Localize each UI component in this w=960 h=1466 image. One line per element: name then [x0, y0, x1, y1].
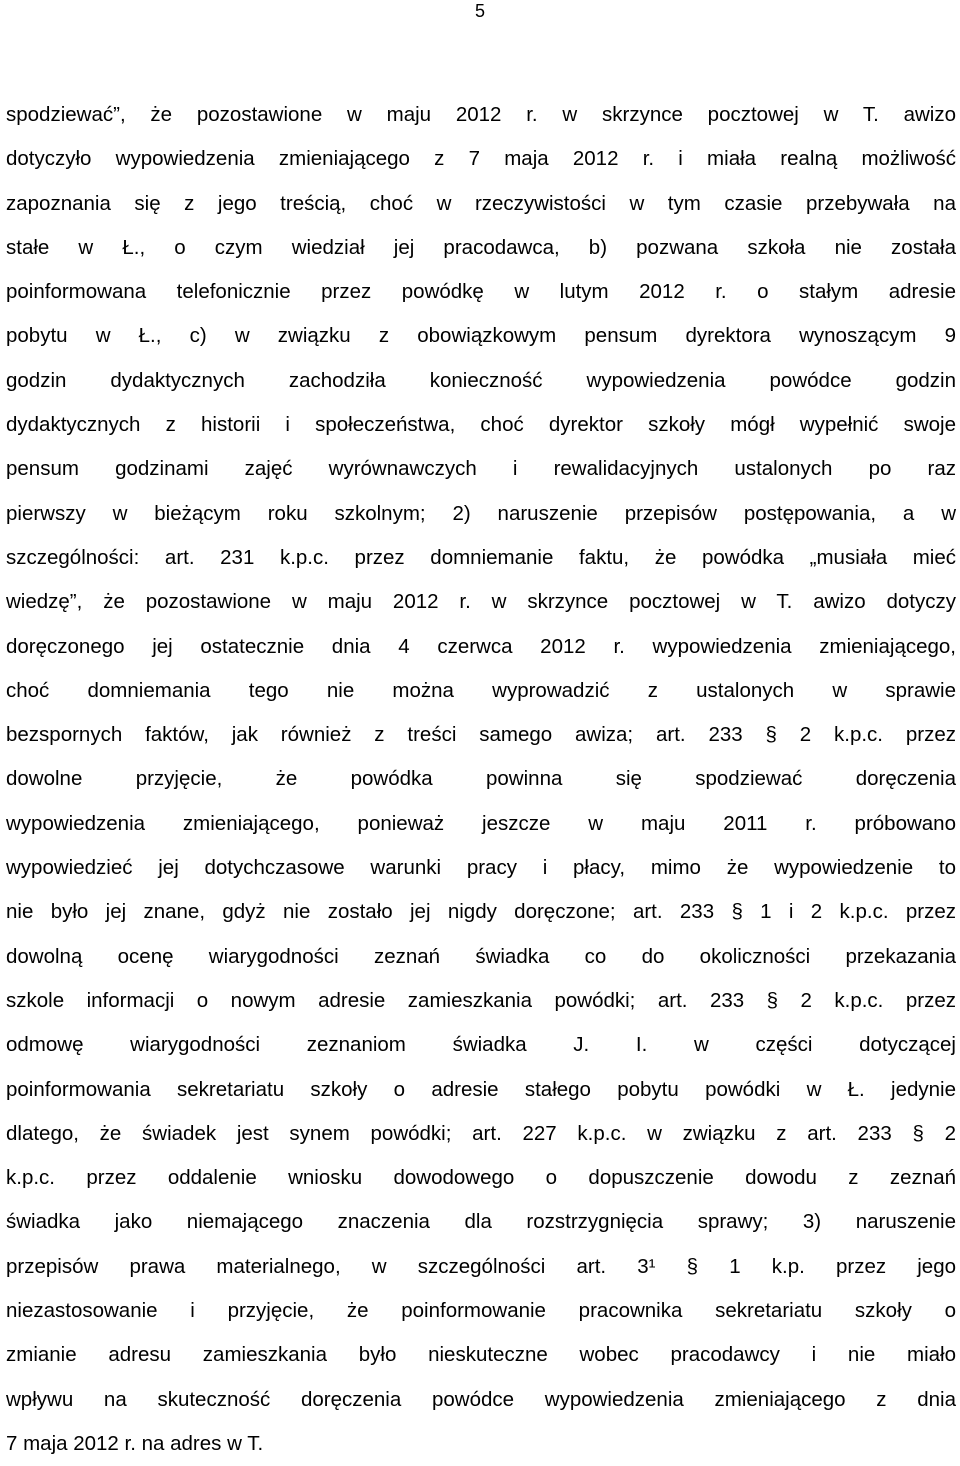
- text-line: poinformowana telefonicznie przez powódkę w lutym 2012 r. o stałym adresie: [6, 280, 956, 304]
- document-body: [6, 93, 956, 1466]
- text-line: dydaktycznych z historii i społeczeństwa, choć dyrektor szkoły mógł wypełnić swoje: [6, 413, 956, 437]
- text-line: odmowę wiarygodności zeznaniom świadka J. I. w części dotyczącej: [6, 1033, 956, 1057]
- text-line: godzin dydaktycznych zachodziła konieczność wypowiedzenia powódce godzin: [6, 368, 956, 392]
- text-line: dlatego, że świadek jest synem powódki; art. 227 k.p.c. w związku z art. 233 § 2: [6, 1121, 956, 1145]
- text-line: doręczonego jej ostatecznie dnia 4 czerwca 2012 r. wypowiedzenia zmieniającego,: [6, 634, 956, 658]
- text-line: zapoznania się z jego treścią, choć w rzeczywistości w tym czasie przebywała na: [6, 191, 956, 215]
- text-line: poinformowania sekretariatu szkoły o adresie stałego pobytu powódki w Ł. jedynie: [6, 1077, 956, 1101]
- text-line: zmianie adresu zamieszkania było nieskuteczne wobec pracodawcy i nie miało: [6, 1343, 956, 1367]
- text-line: choć domniemania tego nie można wyprowadzić z ustalonych w sprawie: [6, 678, 956, 702]
- text-line: dotyczyło wypowiedzenia zmieniającego z 7 maja 2012 r. i miała realną możliwość: [6, 147, 956, 171]
- text-line: bezspornych faktów, jak również z treści samego awiza; art. 233 § 2 k.p.c. przez: [6, 723, 956, 747]
- text-line: wpływu na skuteczność doręczenia powódce wypowiedzenia zmieniającego z dnia: [6, 1387, 956, 1411]
- text-line: wypowiedzenia zmieniającego, ponieważ jeszcze w maju 2011 r. próbowano: [6, 811, 956, 835]
- page-number: 5: [474, 1, 485, 21]
- text-line: dowolne przyjęcie, że powódka powinna się spodziewać doręczenia: [6, 767, 956, 791]
- text-line-last: 7 maja 2012 r. na adres w T.: [6, 1431, 264, 1455]
- text-line: przepisów prawa materialnego, w szczególności art. 3¹ § 1 k.p. przez jego: [6, 1254, 956, 1278]
- text-line: szczególności: art. 231 k.p.c. przez domniemanie faktu, że powódka „musiała mieć: [6, 545, 956, 569]
- text-line: spodziewać”, że pozostawione w maju 2012 r. w skrzynce pocztowej w T. awizo: [6, 103, 956, 126]
- text-line: nie było jej znane, gdyż nie zostało jej nigdy doręczone; art. 233 § 1 i 2 k.p.c. przez: [6, 900, 956, 924]
- text-line: wiedzę”, że pozostawione w maju 2012 r. w skrzynce pocztowej w T. awizo dotyczy: [6, 590, 956, 614]
- text-line: stałe w Ł., o czym wiedział jej pracodawca, b) pozwana szkoła nie została: [6, 235, 956, 259]
- text-line: szkole informacji o nowym adresie zamieszkania powódki; art. 233 § 2 k.p.c. przez: [6, 988, 956, 1012]
- text-line: niezastosowanie i przyjęcie, że poinformowanie pracownika sekretariatu szkoły o: [6, 1299, 956, 1323]
- text-line: dowolną ocenę wiarygodności zeznań świadka co do okoliczności przekazania: [6, 944, 956, 968]
- text-line: pobytu w Ł., c) w związku z obowiązkowym pensum dyrektora wynoszącym 9: [6, 324, 956, 348]
- text-line: świadka jako niemającego znaczenia dla rozstrzygnięcia sprawy; 3) naruszenie: [6, 1210, 956, 1234]
- text-line: wypowiedzieć jej dotychczasowe warunki pracy i płacy, mimo że wypowiedzenie to: [6, 856, 956, 880]
- text-line: pierwszy w bieżącym roku szkolnym; 2) naruszenie przepisów postępowania, a w: [6, 501, 956, 525]
- text-line: k.p.c. przez oddalenie wniosku dowodowego o dopuszczenie dowodu z zeznań: [6, 1166, 956, 1190]
- text-line: pensum godzinami zajęć wyrównawczych i rewalidacyjnych ustalonych po raz: [6, 457, 956, 481]
